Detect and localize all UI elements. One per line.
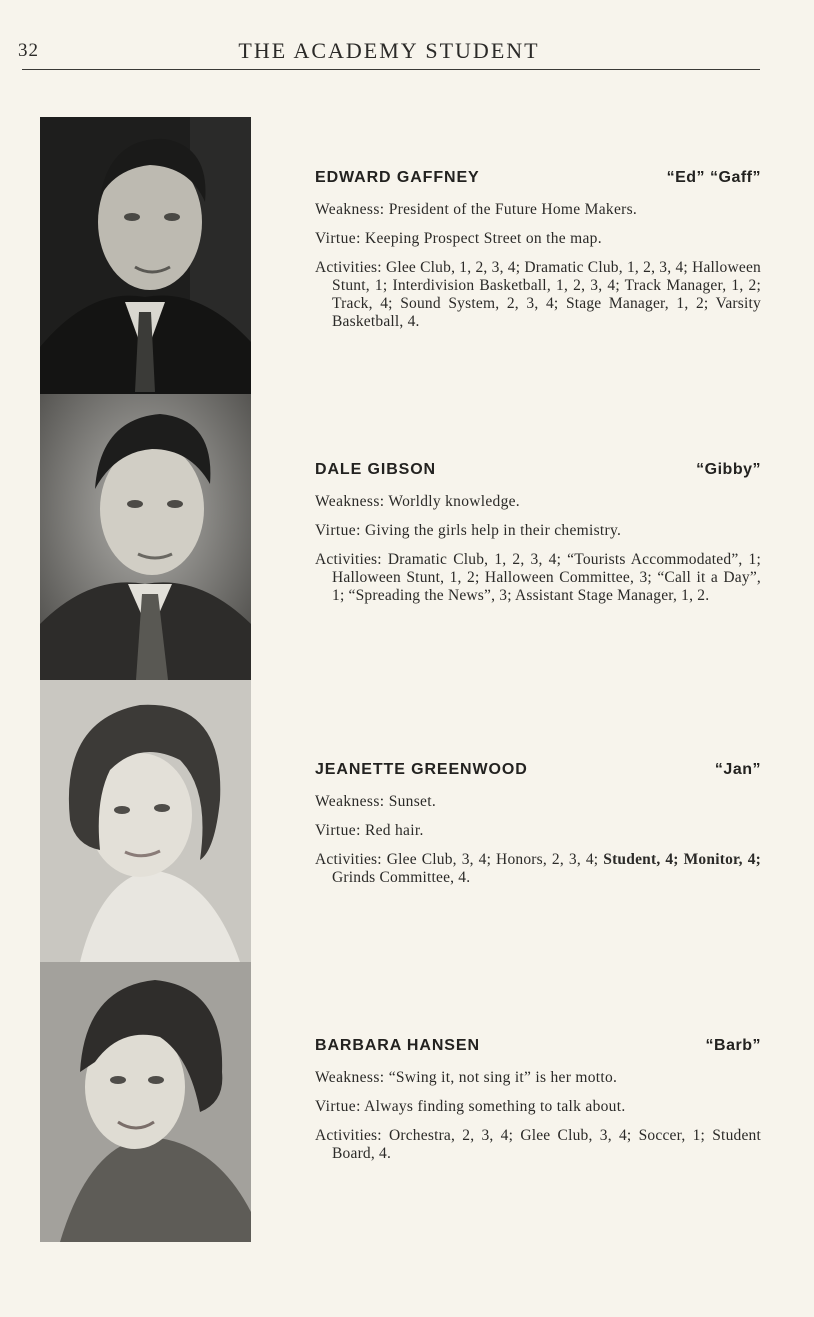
virtue-text: Giving the girls help in their chemistry.	[364, 522, 622, 539]
student-entry	[315, 169, 761, 331]
student-name: JEANETTE GREENWOOD	[315, 761, 528, 778]
student-nickname: “Ed” “Gaff”	[666, 169, 761, 186]
student-name: BARBARA HANSEN	[315, 1037, 480, 1054]
page-header	[18, 38, 760, 68]
student-name: EDWARD GAFFNEY	[315, 169, 480, 186]
student-entry	[315, 1037, 761, 1163]
activities-text-end: Grinds Committee, 4.	[332, 869, 471, 886]
publication-title: THE ACADEMY STUDENT	[238, 38, 540, 63]
student-entry	[315, 761, 761, 887]
activities-label: Activities:	[315, 1127, 382, 1144]
virtue-label: Virtue:	[315, 1098, 361, 1115]
activities-text: Glee Club, 3, 4; Honors, 2, 3, 4;	[386, 851, 599, 868]
activities-label: Activities:	[315, 851, 382, 868]
weakness-text: “Swing it, not sing it” is her motto.	[388, 1069, 618, 1086]
virtue-line	[315, 1098, 761, 1116]
weakness-label: Weakness:	[315, 1069, 385, 1086]
student-nickname: “Barb”	[705, 1037, 761, 1054]
activities-highlight: Student, 4; Monitor, 4;	[603, 851, 762, 868]
virtue-line	[315, 822, 761, 840]
activities-line	[315, 851, 761, 887]
weakness-text: President of the Future Home Makers.	[388, 201, 638, 218]
virtue-line	[315, 230, 761, 248]
weakness-line	[315, 201, 761, 219]
virtue-label: Virtue:	[315, 822, 361, 839]
student-entry	[315, 461, 761, 605]
weakness-label: Weakness:	[315, 493, 385, 510]
weakness-text: Sunset.	[388, 793, 437, 810]
portrait-jeanette-greenwood	[40, 680, 251, 962]
portrait-barbara-hansen	[40, 962, 251, 1242]
virtue-text: Red hair.	[364, 822, 424, 839]
portrait-dale-gibson	[40, 394, 251, 680]
activities-line	[315, 259, 761, 331]
activities-text: Orchestra, 2, 3, 4; Glee Club, 3, 4; Soccer, 1; Student Board, 4.	[332, 1127, 762, 1162]
weakness-line	[315, 793, 761, 811]
student-name: DALE GIBSON	[315, 461, 437, 478]
activities-text: Dramatic Club, 1, 2, 3, 4; “Tourists Accommodated”, 1; Halloween Stunt, 1, 2; Halloween Committee, 3; “Call it a Day”, 1; “Spreading the News”, 3; Assistant Stage Manager, 1, 2.	[332, 551, 762, 604]
activities-text: Glee Club, 1, 2, 3, 4; Dramatic Club, 1, 2, 3, 4; Halloween Stunt, 1; Interdivision Basketball, 1, 2, 3, 4; Track Manager, 1, 2; Track, 4; Sound System, 2, 3, 4; Stage Manager, 1, 2; Varsity Basketball, 4.	[332, 259, 762, 330]
page-number: 32	[18, 40, 39, 61]
activities-line	[315, 551, 761, 605]
virtue-label: Virtue:	[315, 230, 361, 247]
virtue-text: Keeping Prospect Street on the map.	[364, 230, 602, 247]
weakness-line	[315, 1069, 761, 1087]
activities-label: Activities:	[315, 259, 382, 276]
virtue-text: Always finding something to talk about.	[364, 1098, 626, 1115]
virtue-label: Virtue:	[315, 522, 361, 539]
activities-label: Activities:	[315, 551, 382, 568]
student-nickname: “Jan”	[714, 761, 761, 778]
weakness-line	[315, 493, 761, 511]
virtue-line	[315, 522, 761, 540]
portrait-column	[40, 117, 251, 1242]
activities-line	[315, 1127, 761, 1163]
student-nickname: “Gibby”	[696, 461, 761, 478]
weakness-label: Weakness:	[315, 201, 385, 218]
portrait-edward-gaffney	[40, 117, 251, 394]
weakness-label: Weakness:	[315, 793, 385, 810]
header-rule	[22, 69, 760, 70]
weakness-text: Worldly knowledge.	[388, 493, 520, 510]
